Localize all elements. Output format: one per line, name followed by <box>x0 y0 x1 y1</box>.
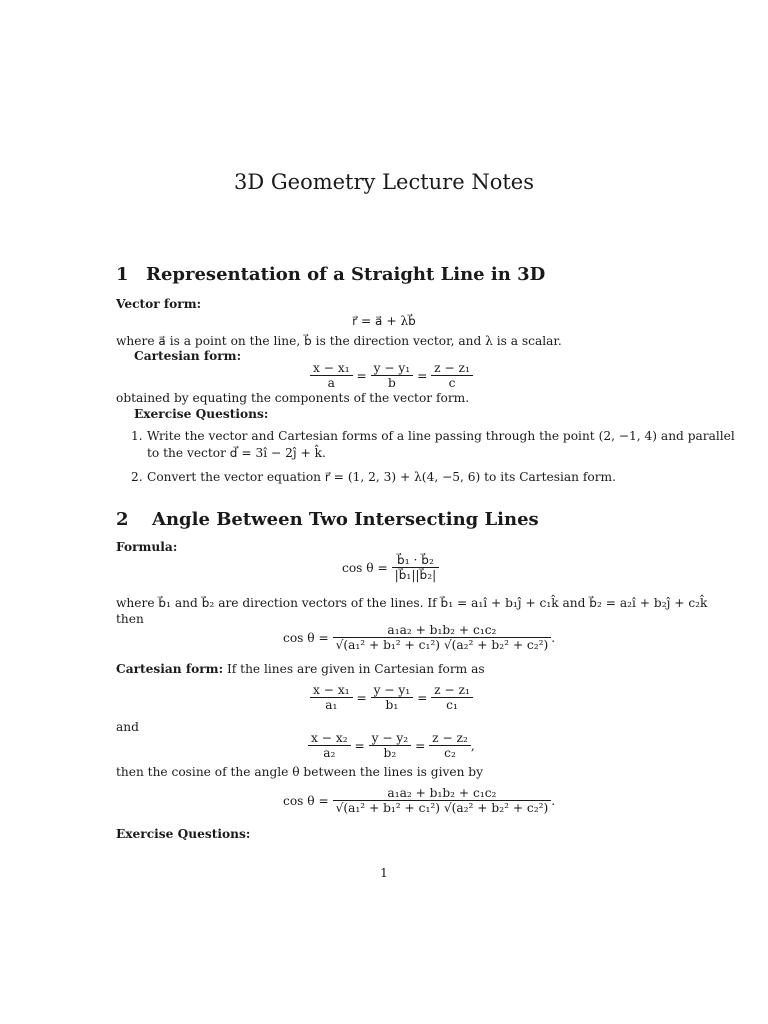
section-1-title: Representation of a Straight Line in 3D <box>146 264 546 285</box>
fraction: $\frac{\text{y − y₁}}{b}$ <box>371 361 414 390</box>
fraction: $\frac{\text{y − y₁}}{\text{b₁}}$ <box>371 683 414 712</box>
cosine-formula-1: cos θ = $\frac{\text{a₁a₂ + b₁b₂ + c₁c₂}}{\text{√(a₁² + b₁² + c₁²) √(a₂² + b₂² + c₂²)}}$ . <box>283 623 556 652</box>
fraction: $\frac{\text{a₁a₂ + b₁b₂ + c₁c₂}}{\text{√(a₁² + b₁² + c₁²) √(a₂² + b₂² + c₂²)}}$ <box>333 623 552 652</box>
and-text: and <box>116 720 139 734</box>
vector-description: where a⃗ is a point on the line, b⃗ is the direction vector, and λ is a scalar. <box>116 334 562 348</box>
vector-form-label: Vector form: <box>116 297 202 311</box>
cosine-formula-2: cos θ = $\frac{\text{a₁a₂ + b₁b₂ + c₁c₂}}{\text{√(a₁² + b₁² + c₁²) √(a₂² + b₂² + c₂²)}}$ . <box>283 786 556 815</box>
cartesian-equation-1: $\frac{\text{x − x₁}}{a}$ = $\frac{\text{y − y₁}}{b}$ = $\frac{\text{z − z₁}}{c}$ <box>310 361 473 390</box>
section-2-number: 2 <box>116 509 129 530</box>
fraction: $\frac{\text{a₁a₂ + b₁b₂ + c₁c₂}}{\text{√(a₁² + b₁² + c₁²) √(a₂² + b₂² + c₂²)}}$ <box>333 786 552 815</box>
vector-equation: r⃗ = a⃗ + λb⃗ <box>352 314 416 328</box>
exercise-2-line-1: Convert the vector equation r⃗ = (1, 2, 3) + λ(4, −5, 6) to its Cartesian form. <box>147 470 616 484</box>
exercise-label-2: Exercise Questions: <box>116 827 251 841</box>
exercise-number: 1. <box>131 429 143 443</box>
fraction: $\frac{\text{x − x₂}}{\text{a₂}}$ <box>308 731 351 760</box>
section-1-number: 1 <box>116 264 129 285</box>
cartesian-form-label-2: Cartesian form: <box>116 662 224 676</box>
page-number: 1 <box>380 866 388 880</box>
exercise-1-line-1: Write the vector and Cartesian forms of a line passing through the point (2, −1, 4) and parallel <box>147 429 735 443</box>
line-1-cartesian: $\frac{\text{x − x₁}}{\text{a₁}}$ = $\frac{\text{y − y₁}}{\text{b₁}}$ = $\frac{\text{z − z₁}}{\text{c₁}}$ <box>310 683 473 712</box>
section-2-heading <box>116 509 539 530</box>
section-1-heading <box>116 264 545 285</box>
exercise-label-1: Exercise Questions: <box>134 407 269 421</box>
formula-label: Formula: <box>116 540 178 554</box>
angle-formula: cos θ = $\frac{\text{b⃗₁ · b⃗₂}}{\text{|b⃗₁||b⃗₂|}}$ <box>342 553 439 582</box>
cartesian-intro-text: If the lines are given in Cartesian form as <box>226 662 485 676</box>
fraction: $\frac{\text{b⃗₁ · b⃗₂}}{\text{|b⃗₁||b⃗₂|}}$ <box>392 553 440 582</box>
cartesian-description: obtained by equating the components of the vector form. <box>116 391 470 405</box>
fraction: $\frac{\text{x − x₁}}{a}$ <box>310 361 353 390</box>
document-title: 3D Geometry Lecture Notes <box>234 170 534 194</box>
fraction: $\frac{\text{x − x₁}}{\text{a₁}}$ <box>310 683 353 712</box>
then-text: then <box>116 612 144 626</box>
cartesian-form-label-1: Cartesian form: <box>134 349 242 363</box>
fraction: $\frac{\text{z − z₁}}{\text{c₁}}$ <box>431 683 473 712</box>
where-text: where b⃗₁ and b⃗₂ are direction vectors of the lines. If b⃗₁ = a₁î + b₁ĵ + c₁k̂ and b⃗₂ = a₂î + b₂ĵ + c₂k̂ <box>116 596 708 610</box>
fraction: $\frac{\text{z − z₂}}{\text{c₂}}$ <box>429 731 471 760</box>
fraction: $\frac{\text{y − y₂}}{\text{b₂}}$ <box>369 731 412 760</box>
line-2-cartesian: $\frac{\text{x − x₂}}{\text{a₂}}$ = $\frac{\text{y − y₂}}{\text{b₂}}$ = $\frac{\text{z − z₂}}{\text{c₂}}$ , <box>308 731 475 760</box>
exercise-1-line-2: to the vector d⃗ = 3î − 2ĵ + k̂. <box>147 446 326 460</box>
exercise-number: 2. <box>131 470 143 484</box>
section-2-title: Angle Between Two Intersecting Lines <box>152 509 539 530</box>
then-cos-text: then the cosine of the angle θ between the lines is given by <box>116 765 483 779</box>
fraction: $\frac{\text{z − z₁}}{c}$ <box>431 361 473 390</box>
